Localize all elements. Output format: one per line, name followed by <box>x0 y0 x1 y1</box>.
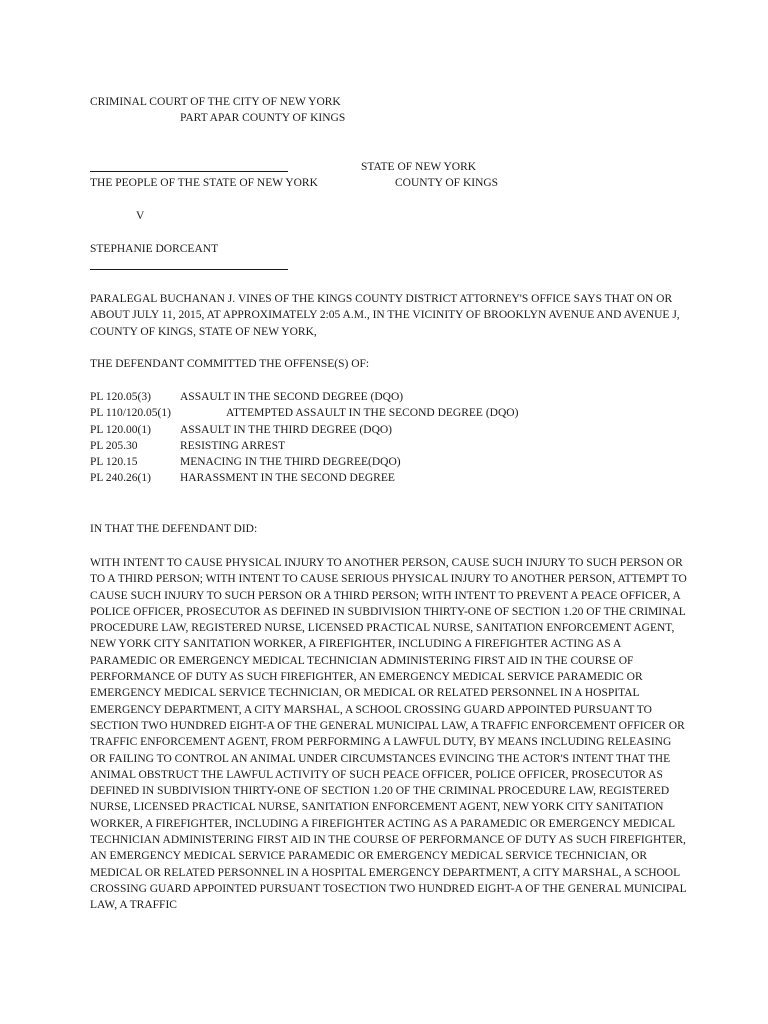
charge-description: ATTEMPTED ASSAULT IN THE SECOND DEGREE (DQO) <box>226 407 519 420</box>
charge-item <box>90 470 690 486</box>
charge-code: PL 120.15 <box>90 456 138 469</box>
court-part: PART APAR COUNTY OF KINGS <box>180 112 346 124</box>
charge-description: ASSAULT IN THE THIRD DEGREE (DQO) <box>180 423 393 436</box>
offenses-heading: THE DEFENDANT COMMITTED THE OFFENSE(S) OF: <box>90 358 370 370</box>
charge-code: PL 240.26(1) <box>90 472 151 485</box>
charge-code: PL 120.00(1) <box>90 423 151 436</box>
charges-list <box>90 389 690 487</box>
caption-plaintiff: THE PEOPLE OF THE STATE OF NEW YORK <box>90 177 318 189</box>
complaint-intro: PARALEGAL BUCHANAN J. VINES OF THE KINGS COUNTY DISTRICT ATTORNEY'S OFFICE SAYS THAT ON OR ABOUT JULY 11, 2015, AT APPROXIMATELY 2:05 A.M., IN THE VICINITY OF BROOKLYN AVENUE AND AVENUE J, COUNTY OF KINGS, STATE OF NEW YORK, <box>90 293 680 338</box>
charge-description: ASSAULT IN THE SECOND DEGREE (DQO) <box>180 391 404 403</box>
caption-defendant: STEPHANIE DORCEANT <box>90 243 219 255</box>
charge-code: PL 120.05(3) <box>90 391 151 403</box>
charge-item <box>90 422 690 438</box>
charge-code: PL 205.30 <box>90 439 138 452</box>
did-heading: IN THAT THE DEFENDANT DID: <box>90 523 258 535</box>
complaint-body: WITH INTENT TO CAUSE PHYSICAL INJURY TO ANOTHER PERSON, CAUSE SUCH INJURY TO SUCH PERSON OR TO A THIRD PERSON; WITH INTENT TO CAUSE SERIOUS PHYSICAL INJURY TO ANOTHER PERSON, ATTEMPT TO CAUSE SUCH INJURY TO SUCH PERSON OR A THIRD PERSON; WITH INTENT TO PREVENT A PEACE OFFICER, A POLICE OFFICER, PROSECUTOR AS DEFINED IN SUBDIVISION THIRTY-ONE OF SECTION 1.20 OF THE CRIMINAL PROCEDURE LAW, REGISTERED NURSE, LICENSED PRACTICAL NURSE, SANITATION ENFORCEMENT AGENT, NEW YORK CITY SANITATION WORKER, A FIREFIGHTER, INCLUDING A FIREFIGHTER ACTING AS A PARAMEDIC OR EMERGENCY MEDICAL TECHNICIAN ADMINISTERING FIRST AID IN THE COURSE OF PERFORMANCE OF DUTY AS SUCH FIREFIGHTER, AN EMERGENCY MEDICAL SERVICE PARAMEDIC OR EMERGENCY MEDICAL SERVICE TECHNICIAN, OR MEDICAL OR RELATED PERSONNEL IN A HOSPITAL EMERGENCY DEPARTMENT, A CITY MARSHAL, A SCHOOL CROSSING GUARD APPOINTED PURSUANT TO SECTION TWO HUNDRED EIGHT-A OF THE GENERAL MUNICIPAL LAW, A TRAFFIC ENFORCEMENT OFFICER OR TRAFFIC ENFORCEMENT AGENT, FROM PERFORMING A LAWFUL DUTY, BY MEANS INCLUDING RELEASING OR FAILING TO CONTROL AN ANIMAL UNDER CIRCUMSTANCES EVINCING THE ACTOR'S INTENT THAT THE ANIMAL OBSTRUCT THE LAWFUL ACTIVITY OF SUCH PEACE OFFICER, POLICE OFFICER, PROSECUTOR AS DEFINED IN SUBDIVISION THIRTY-ONE OF SECTION 1.20 OF THE CRIMINAL PROCEDURE LAW, REGISTERED NURSE, LICENSED PRACTICAL NURSE, SANITATION ENFORCEMENT AGENT, NEW YORK CITY SANITATION WORKER, A FIREFIGHTER, INCLUDING A FIREFIGHTER ACTING AS A PARAMEDIC OR EMERGENCY MEDICAL TECHNICIAN ADMINISTERING FIRST AID IN THE COURSE OF PERFORMANCE OF DUTY AS SUCH FIREFIGHTER, AN EMERGENCY MEDICAL SERVICE PARAMEDIC OR EMERGENCY MEDICAL SERVICE TECHNICIAN, OR MEDICAL OR RELATED PERSONNEL IN A HOSPITAL EMERGENCY DEPARTMENT, A CITY MARSHAL, A SCHOOL CROSSING GUARD APPOINTED PURSUANT TOSECTION TWO HUNDRED EIGHT-A OF THE GENERAL MUNICIPAL LAW, A TRAFFIC <box>90 557 687 912</box>
caption-state: STATE OF NEW YORK <box>361 161 477 173</box>
court-name: CRIMINAL COURT OF THE CITY OF NEW YORK <box>90 96 341 108</box>
charge-description: MENACING IN THE THIRD DEGREE(DQO) <box>180 456 401 469</box>
caption-rule-top <box>90 171 288 172</box>
charge-description: HARASSMENT IN THE SECOND DEGREE <box>180 472 395 485</box>
charge-description: RESISTING ARREST <box>180 439 286 452</box>
charge-item <box>90 454 690 470</box>
charge-item <box>90 389 690 405</box>
caption-rule-bottom <box>90 269 288 270</box>
charge-item <box>90 405 690 421</box>
charge-item <box>90 438 690 454</box>
caption-county: COUNTY OF KINGS <box>395 177 499 189</box>
caption-versus: V <box>136 210 145 222</box>
charge-code: PL 110/120.05(1) <box>90 407 171 420</box>
